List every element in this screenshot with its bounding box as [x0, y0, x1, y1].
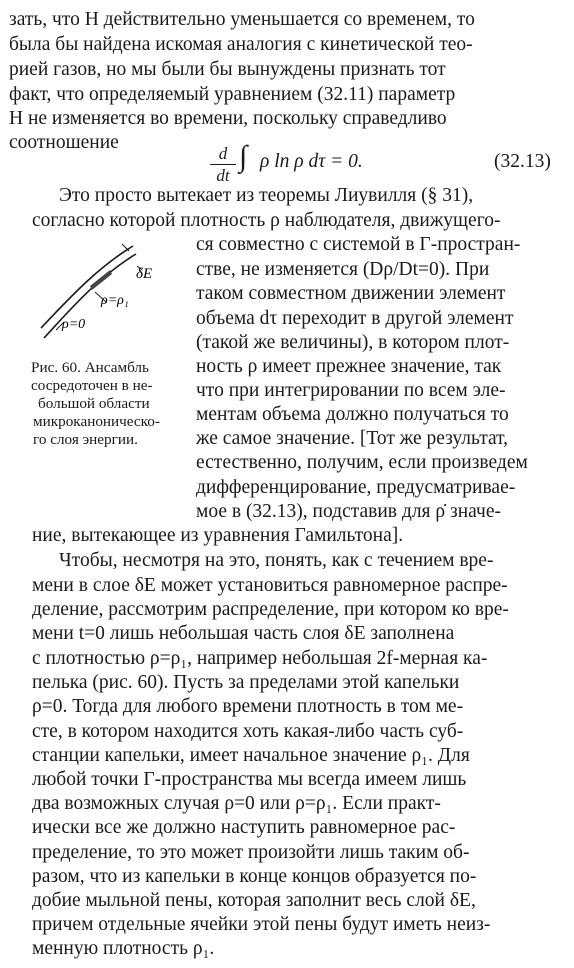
text-line: сте, в котором находится хоть какая-либо часть суб-: [32, 721, 464, 742]
text-line: (такой же величины), в котором плот-: [196, 332, 510, 353]
text-line: H не изменяется во времени, поскольку справедливо: [9, 108, 447, 129]
equation-denominator: dt: [216, 166, 230, 185]
text-line: мени в слое δE может установиться равномерное распре-: [32, 575, 508, 596]
text-line: Чтобы, несмотря на это, понять, как с течением вре-: [59, 550, 494, 571]
equation-body: ρ ln ρ dτ = 0.: [260, 151, 363, 172]
text-line: дифференцирование, предусматривае-: [196, 477, 516, 498]
text-line: добие мыльной пены, которая заполнит весь слой δE,: [32, 890, 476, 911]
text-line: ментам объема должно получаться то: [196, 404, 509, 425]
figure-caption-line: Рис. 60. Ансамбль: [31, 359, 149, 376]
text-line: что при интегрировании по всем эле-: [196, 380, 506, 401]
delta-e-label: δE: [136, 266, 153, 282]
rho0-label: ρ=0: [62, 317, 86, 332]
text-line: была бы найдена искомая аналогия с кинетической тео-: [9, 34, 473, 55]
figure-60: [38, 242, 162, 342]
equation: [0, 132, 574, 185]
text-line: менную плотность ρ₁.: [32, 938, 215, 959]
fraction-bar: [210, 164, 236, 165]
text-line: стве, не изменяется (Dρ/Dt=0). При: [196, 259, 490, 280]
equation-numerator: d: [218, 144, 228, 163]
figure-caption-line: го слоя энергии.: [33, 431, 138, 448]
equation-number: (32.13): [494, 151, 551, 172]
text-line: любой точки Γ-пространства мы всегда имеем лишь: [32, 769, 467, 790]
text-line: мени t=0 лишь небольшая часть слоя δE заполнена: [32, 623, 455, 644]
text-line: ся совместно с системой в Γ-простран-: [196, 234, 521, 255]
text-line: пределение, то это может произойти лишь таким об-: [32, 842, 470, 863]
text-line: пелька (рис. 60). Пусть за пределами этой капельки: [32, 672, 460, 693]
text-line: естественно, получим, если произведем: [196, 452, 528, 473]
text-line: соотношение: [9, 132, 119, 153]
text-line: рией газов, но мы были бы вынуждены признать тот: [9, 59, 446, 80]
figure-caption-line: большой области: [38, 395, 150, 412]
figure-caption-line: сосредоточен в не-: [31, 377, 153, 394]
integral-sign: ∫: [239, 140, 248, 173]
text-line: таком совместном движении элемент: [196, 283, 506, 304]
text-line: станции капельки, имеет начальное значение ρ₁. Для: [32, 745, 470, 766]
text-line: зать, что H действительно уменьшается со временем, то: [9, 9, 475, 30]
rho1-label: ρ=ρ₁: [101, 293, 129, 308]
equation-fraction: [210, 145, 236, 184]
text-line: ρ=0. Тогда для любого времени плотность в том ме-: [32, 696, 464, 717]
text-line: же самое значение. [Тот же результат,: [196, 428, 509, 449]
text-line: согласно которой плотность ρ наблюдателя, движущего-: [32, 210, 501, 231]
text-line: ние, вытекающее из уравнения Гамильтона].: [32, 525, 404, 546]
text-line: объема dτ переходит в другой элемент: [196, 308, 514, 329]
text-line: ность ρ имеет прежнее значение, так: [196, 356, 502, 377]
droplet: [90, 270, 112, 290]
text-line: ически все же должно наступить равномерное рас-: [32, 817, 456, 838]
text-line: деление, рассмотрим распределение, при котором ко вре-: [32, 599, 509, 620]
text-line: факт, что определяемый уравнением (32.11) параметр: [9, 84, 456, 105]
energy-layer-inner: [41, 246, 133, 328]
text-line: Это просто вытекает из теоремы Лиувилля (§ 31),: [59, 185, 474, 206]
text-line: с плотностью ρ=ρ₁, например небольшая 2f-мерная ка-: [32, 648, 488, 669]
text-line: два возможных случая ρ=0 или ρ=ρ₁. Если практ-: [32, 793, 441, 814]
text-line: причем отдельные ячейки этой пены будут иметь неиз-: [32, 914, 491, 935]
text-line: разом, что из капельки в конце концов образуется по-: [32, 866, 477, 887]
figure-caption-line: микроканоническо-: [33, 413, 160, 430]
text-line: мое в (32.13), подставив для ρ̇ значе-: [196, 501, 501, 522]
